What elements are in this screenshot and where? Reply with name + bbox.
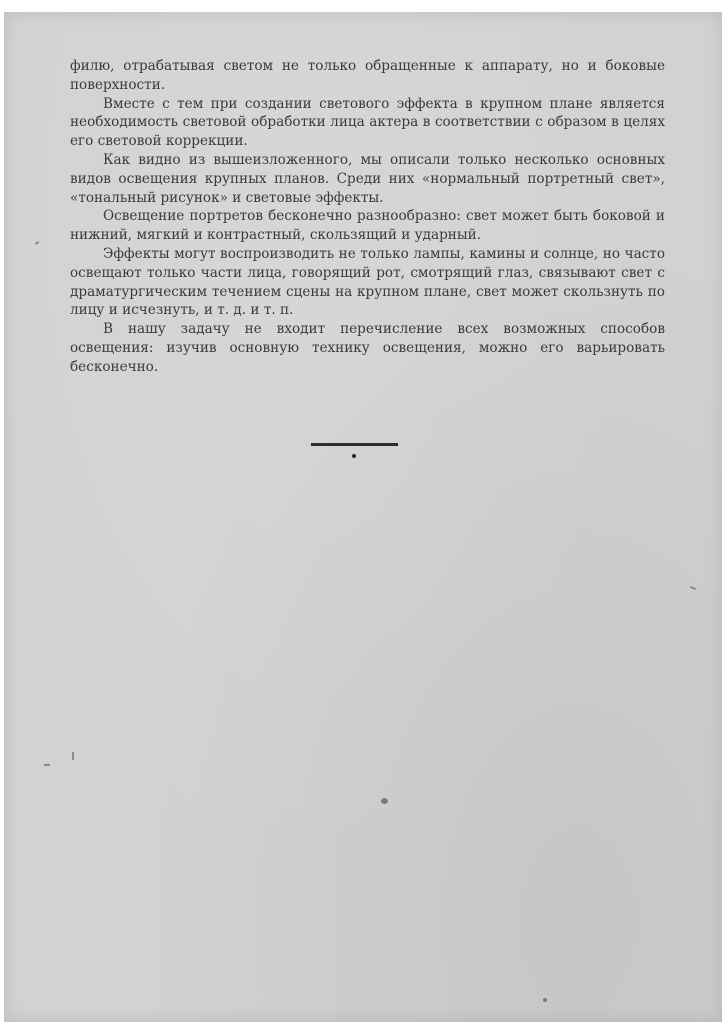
paper-speck — [543, 998, 547, 1002]
paragraph-2: Вместе с тем при создании светового эффекта в крупном плане является необходимость световой обработки лица актера в соответствии с образом в целях его световой коррекции. — [70, 95, 665, 150]
paper-speck — [381, 798, 388, 804]
paragraph-5: Эффекты могут воспроизводить не только лампы, камины и солнце, но часто освещают только части лица, говорящий рот, смотрящий глаз, связывают свет с драматургическим течением сцены на крупном плане, свет может скользнуть по лицу и исчезнуть, и т. д. и т. п. — [70, 245, 665, 319]
rule-dot — [352, 454, 356, 458]
end-of-chapter-rule — [311, 443, 398, 446]
paper-mark — [72, 752, 74, 760]
paragraph-6: В нашу задачу не входит перечисление всех возможных способов освещения: изучив основную технику освещения, можно его варьировать бесконечно. — [70, 321, 665, 375]
book-page — [4, 12, 722, 1022]
paper-mark — [35, 241, 39, 245]
paper-mark — [690, 586, 696, 590]
body-text — [70, 57, 665, 377]
paragraph-4: Освещение портретов бесконечно разнообразно: свет может быть боковой и нижний, мягкий и контрастный, скользящий и ударный. — [70, 208, 665, 244]
paragraph-1: филю, отрабатывая светом не только обращенные к аппарату, но и боковые поверхности. — [70, 58, 665, 93]
paragraph-3: Как видно из вышеизложенного, мы описали только несколько основных видов освещения крупных планов. Среди них «нормальный портретный свет», «тональный рисунок» и световые эффекты. — [70, 151, 665, 206]
paper-mark — [44, 764, 50, 766]
